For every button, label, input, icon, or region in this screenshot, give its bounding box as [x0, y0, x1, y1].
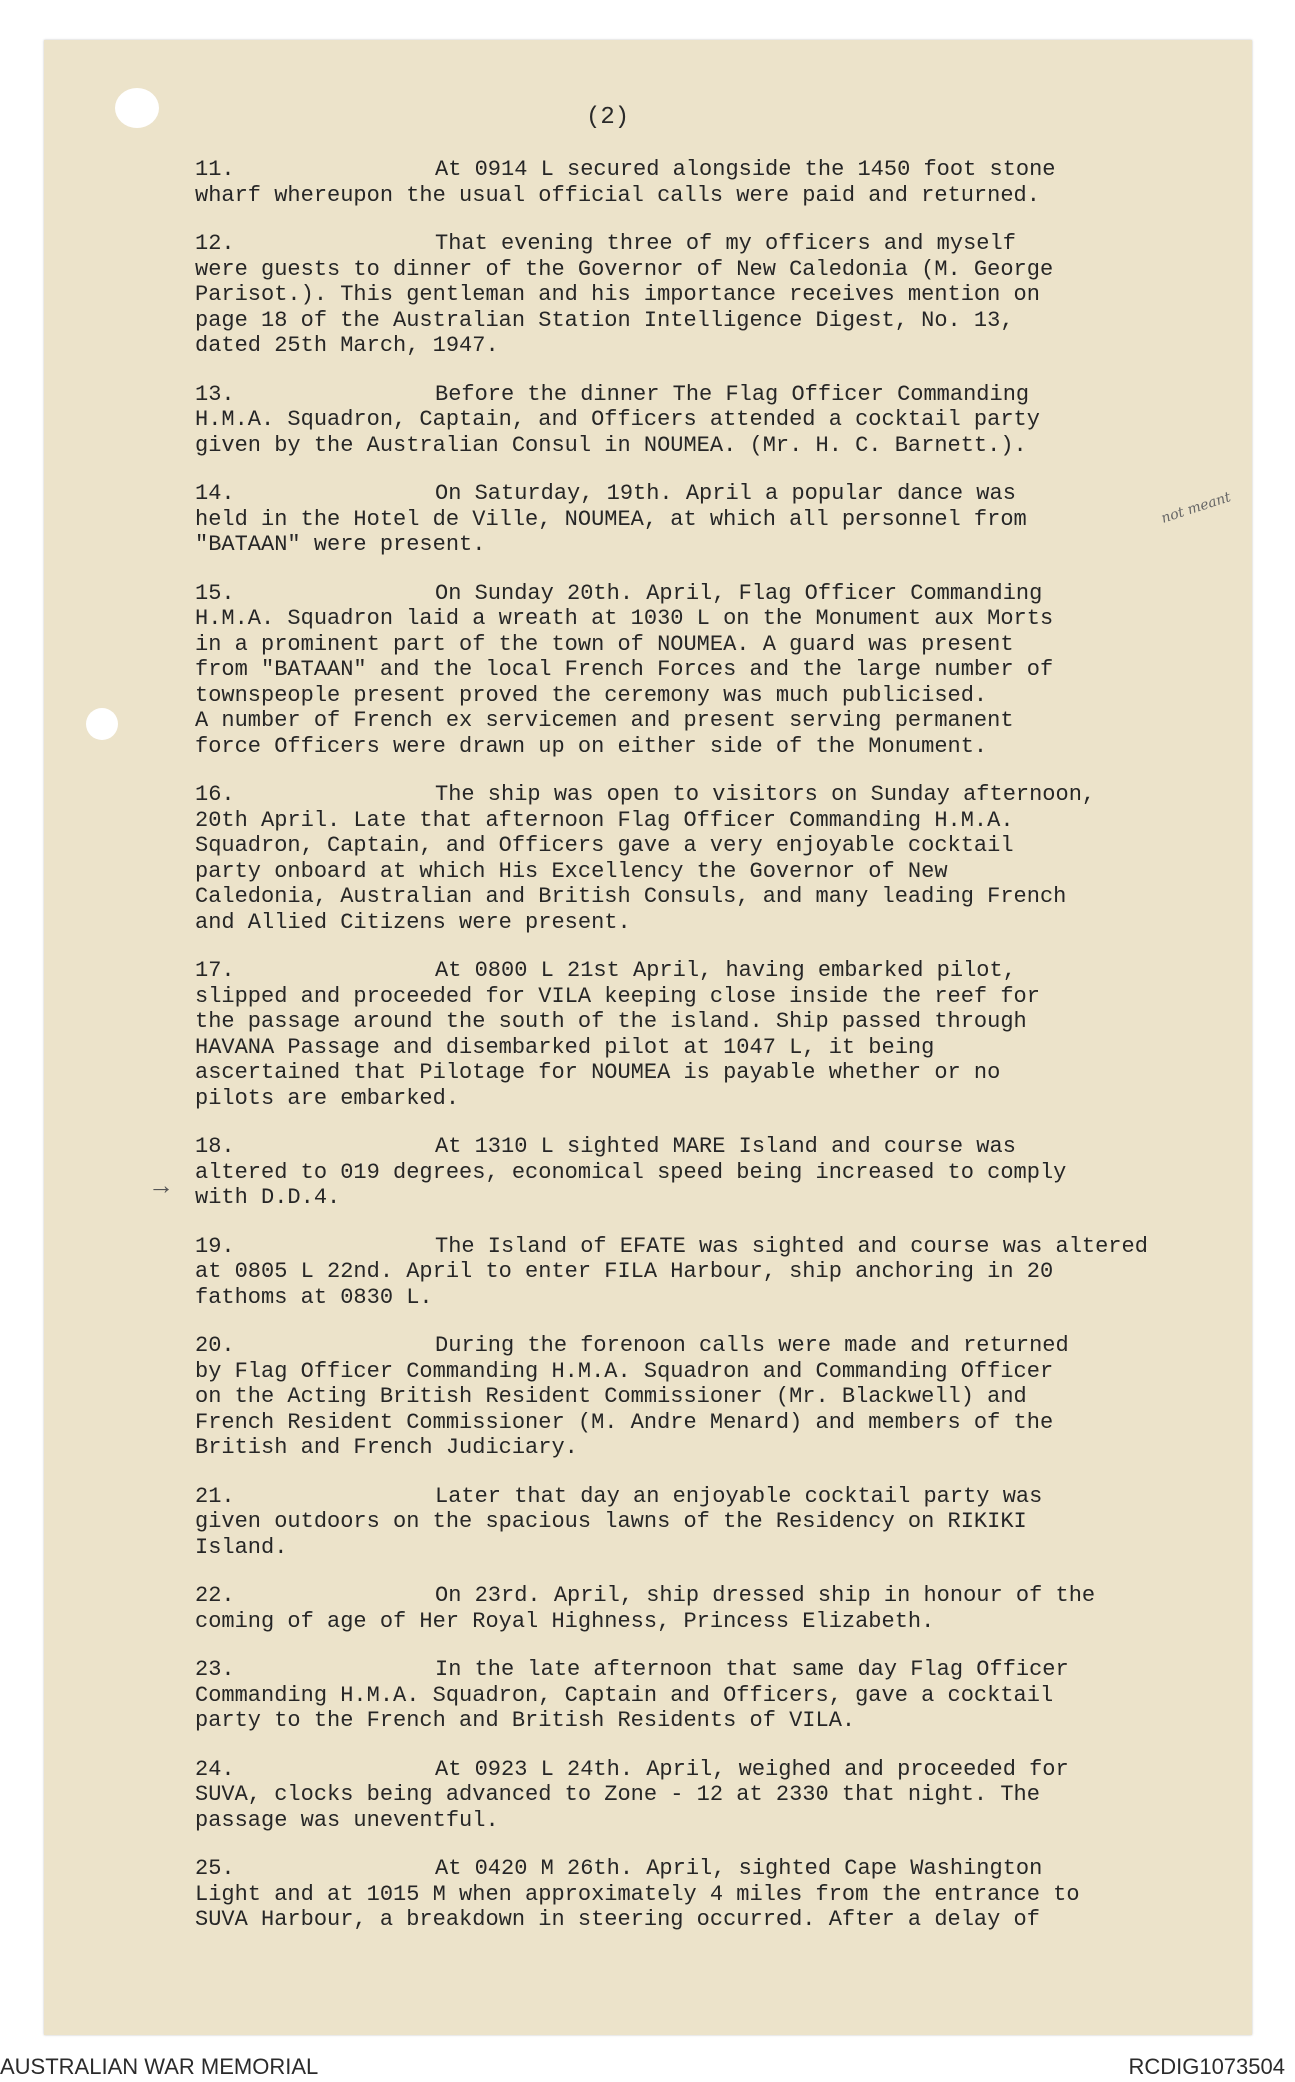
line-text: The Island of EFATE was sighted and course was altered	[435, 1233, 1148, 1259]
punch-hole-middle	[86, 708, 118, 740]
line-text: pilots are embarked.	[195, 1085, 460, 1111]
paragraph	[195, 1484, 1255, 1561]
line-text: the passage around the south of the island. Ship passed through	[195, 1009, 1027, 1034]
text-line	[195, 657, 1255, 683]
text-line	[195, 231, 1255, 257]
text-line	[195, 157, 1255, 183]
margin-note: not meant	[1159, 489, 1233, 527]
line-text: slipped and proceeded for VILA keeping close inside the reef for	[195, 983, 1040, 1009]
text-line	[195, 1882, 1255, 1908]
line-text: townspeople present proved the ceremony was much publicised.	[195, 682, 988, 708]
line-text: were guests to dinner of the Governor of New Caledonia (M. George	[195, 256, 1054, 282]
text-line	[195, 507, 1255, 533]
footer-archive-name: AUSTRALIAN WAR MEMORIAL	[0, 2054, 319, 2079]
text-line	[195, 1435, 1255, 1461]
text-line	[195, 1160, 1255, 1186]
line-text: On Sunday 20th. April, Flag Officer Commanding	[435, 580, 1043, 606]
line-text: ascertained that Pilotage for NOUMEA is payable whether or no	[195, 1060, 1001, 1085]
line-text: In the late afternoon that same day Flag Officer	[435, 1657, 1069, 1682]
line-text: passage was uneventful.	[195, 1807, 499, 1833]
punch-hole-top	[115, 88, 159, 128]
text-line	[195, 1185, 1255, 1211]
text-line	[195, 333, 1255, 359]
text-line	[195, 606, 1255, 632]
line-text: 20th April. Late that afternoon Flag Officer Commanding H.M.A.	[195, 807, 1014, 833]
line-text: At 0800 L 21st April, having embarked pilot,	[435, 958, 1016, 983]
paragraph	[195, 1333, 1255, 1461]
paragraph	[195, 1856, 1255, 1933]
text-line	[195, 382, 1255, 408]
paragraph	[195, 1757, 1255, 1834]
line-text: Commanding H.M.A. Squadron, Captain and Officers, gave a cocktail	[195, 1682, 1054, 1708]
document-body	[195, 157, 1255, 1956]
line-text: HAVANA Passage and disembarked pilot at 1047 L, it being	[195, 1034, 935, 1060]
text-line	[195, 581, 1255, 607]
text-line	[195, 1509, 1255, 1535]
text-line	[195, 1086, 1255, 1112]
line-text: dated 25th March, 1947.	[195, 333, 499, 358]
text-line	[195, 1410, 1255, 1436]
paragraph	[195, 1234, 1255, 1311]
text-line	[195, 1757, 1255, 1783]
line-text: party onboard at which His Excellency the Governor of New	[195, 858, 948, 884]
line-text: from "BATAAN" and the local French Forces and the large number of	[195, 657, 1054, 682]
line-text: wharf whereupon the usual official calls were paid and returned.	[195, 182, 1040, 208]
text-line	[195, 683, 1255, 709]
line-text: given outdoors on the spacious lawns of the Residency on RIKIKI	[195, 1509, 1027, 1534]
line-text: force Officers were drawn up on either side of the Monument.	[195, 733, 988, 759]
line-text: party to the French and British Residents of VILA.	[195, 1708, 856, 1733]
line-text: Before the dinner The Flag Officer Commanding	[435, 381, 1030, 407]
text-line	[195, 481, 1255, 507]
line-text: On 23rd. April, ship dressed ship in honour of the	[435, 1583, 1096, 1608]
text-line	[195, 1234, 1255, 1260]
line-text: That evening three of my officers and myself	[435, 231, 1016, 256]
paragraph-number: 19.	[195, 1233, 235, 1259]
text-line	[195, 808, 1255, 834]
paragraph	[195, 1657, 1255, 1734]
line-text: The ship was open to visitors on Sunday afternoon,	[435, 782, 1096, 807]
paragraph	[195, 958, 1255, 1111]
line-text: On Saturday, 19th. April a popular dance was	[435, 481, 1016, 506]
text-line	[195, 433, 1255, 459]
paragraph-number: 17.	[195, 958, 235, 983]
paragraph-number: 24.	[195, 1756, 235, 1782]
text-line	[195, 1484, 1255, 1510]
text-line	[195, 407, 1255, 433]
text-line	[195, 1856, 1255, 1882]
paragraph	[195, 481, 1255, 558]
text-line	[195, 782, 1255, 808]
paragraph	[195, 782, 1255, 935]
text-line	[195, 1035, 1255, 1061]
text-line	[195, 1535, 1255, 1561]
line-text: At 1310 L sighted MARE Island and course was	[435, 1134, 1016, 1159]
line-text: altered to 019 degrees, economical speed being increased to comply	[195, 1159, 1067, 1185]
text-line	[195, 884, 1255, 910]
text-line	[195, 183, 1255, 209]
line-text: British and French Judiciary.	[195, 1435, 578, 1460]
paragraph	[195, 1583, 1255, 1634]
text-line	[195, 1708, 1255, 1734]
text-line	[195, 1683, 1255, 1709]
text-line	[195, 1583, 1255, 1609]
line-text: SUVA Harbour, a breakdown in steering occurred. After a delay of	[195, 1907, 1040, 1932]
text-line	[195, 1060, 1255, 1086]
line-text: given by the Australian Consul in NOUMEA. (Mr. H. C. Barnett.).	[195, 432, 1027, 458]
line-text: at 0805 L 22nd. April to enter FILA Harbour, ship anchoring in 20	[195, 1259, 1054, 1284]
line-text: Later that day an enjoyable cocktail party was	[435, 1483, 1043, 1509]
text-line	[195, 958, 1255, 984]
text-line	[195, 859, 1255, 885]
text-line	[195, 1657, 1255, 1683]
text-line	[195, 1782, 1255, 1808]
text-line	[195, 984, 1255, 1010]
line-text: During the forenoon calls were made and returned	[435, 1333, 1069, 1358]
paragraph	[195, 581, 1255, 760]
paragraph-number: 22.	[195, 1583, 235, 1608]
paragraph	[195, 231, 1255, 359]
footer-record-id: RCDIG1073504	[1128, 2054, 1285, 2079]
line-text: "BATAAN" were present.	[195, 532, 486, 557]
line-text: Caledonia, Australian and British Consuls, and many leading French	[195, 884, 1067, 909]
line-text: on the Acting British Resident Commissioner (Mr. Blackwell) and	[195, 1384, 1027, 1409]
paragraph-number: 13.	[195, 381, 235, 407]
paragraph	[195, 1134, 1255, 1211]
line-text: with D.D.4.	[195, 1185, 341, 1210]
line-text: Squadron, Captain, and Officers gave a very enjoyable cocktail	[195, 833, 1014, 858]
line-text: French Resident Commissioner (M. Andre Menard) and members of the	[195, 1409, 1054, 1435]
page-number: (2)	[586, 104, 630, 131]
paragraph-number: 15.	[195, 580, 235, 606]
paragraph-number: 11.	[195, 157, 235, 182]
line-text: Island.	[195, 1534, 288, 1560]
text-line	[195, 532, 1255, 558]
text-line	[195, 910, 1255, 936]
paragraph-number: 20.	[195, 1333, 235, 1358]
line-text: A number of French ex servicemen and present serving permanent	[195, 708, 1014, 733]
text-line	[195, 1134, 1255, 1160]
margin-arrow-icon: →	[148, 1170, 174, 1200]
paragraph	[195, 157, 1255, 208]
paragraph-number: 23.	[195, 1657, 235, 1682]
text-line	[195, 1609, 1255, 1635]
text-line	[195, 1907, 1255, 1933]
line-text: At 0923 L 24th. April, weighed and proceeded for	[435, 1756, 1069, 1782]
line-text: At 0914 L secured alongside the 1450 foot stone	[435, 157, 1056, 182]
line-text: At 0420 M 26th. April, sighted Cape Washington	[435, 1856, 1043, 1881]
line-text: coming of age of Her Royal Highness, Princess Elizabeth.	[195, 1608, 935, 1634]
paragraph-number: 21.	[195, 1483, 235, 1509]
paragraph-number: 12.	[195, 231, 235, 256]
text-line	[195, 1384, 1255, 1410]
line-text: Parisot.). This gentleman and his importance receives mention on	[195, 282, 1040, 307]
paragraph-number: 14.	[195, 481, 235, 506]
text-line	[195, 282, 1255, 308]
line-text: page 18 of the Australian Station Intelligence Digest, No. 13,	[195, 307, 1014, 333]
text-line	[195, 308, 1255, 334]
text-line	[195, 1285, 1255, 1311]
text-line	[195, 632, 1255, 658]
line-text: in a prominent part of the town of NOUMEA. A guard was present	[195, 631, 1014, 657]
text-line	[195, 1333, 1255, 1359]
text-line	[195, 1808, 1255, 1834]
line-text: H.M.A. Squadron laid a wreath at 1030 L on the Monument aux Morts	[195, 606, 1054, 631]
text-line	[195, 1009, 1255, 1035]
line-text: Light and at 1015 M when approximately 4 miles from the entrance to	[195, 1881, 1080, 1907]
line-text: by Flag Officer Commanding H.M.A. Squadron and Commanding Officer	[195, 1358, 1054, 1384]
text-line	[195, 1359, 1255, 1385]
paragraph-number: 16.	[195, 782, 235, 807]
text-line	[195, 734, 1255, 760]
paragraph	[195, 382, 1255, 459]
text-line	[195, 708, 1255, 734]
text-line	[195, 833, 1255, 859]
text-line	[195, 257, 1255, 283]
line-text: fathoms at 0830 L.	[195, 1284, 433, 1310]
text-line	[195, 1259, 1255, 1285]
line-text: SUVA, clocks being advanced to Zone - 12 at 2330 that night. The	[195, 1782, 1040, 1807]
paragraph-number: 25.	[195, 1856, 235, 1881]
line-text: H.M.A. Squadron, Captain, and Officers attended a cocktail party	[195, 407, 1040, 432]
line-text: held in the Hotel de Ville, NOUMEA, at which all personnel from	[195, 506, 1027, 532]
line-text: and Allied Citizens were present.	[195, 909, 631, 935]
paragraph-number: 18.	[195, 1134, 235, 1159]
